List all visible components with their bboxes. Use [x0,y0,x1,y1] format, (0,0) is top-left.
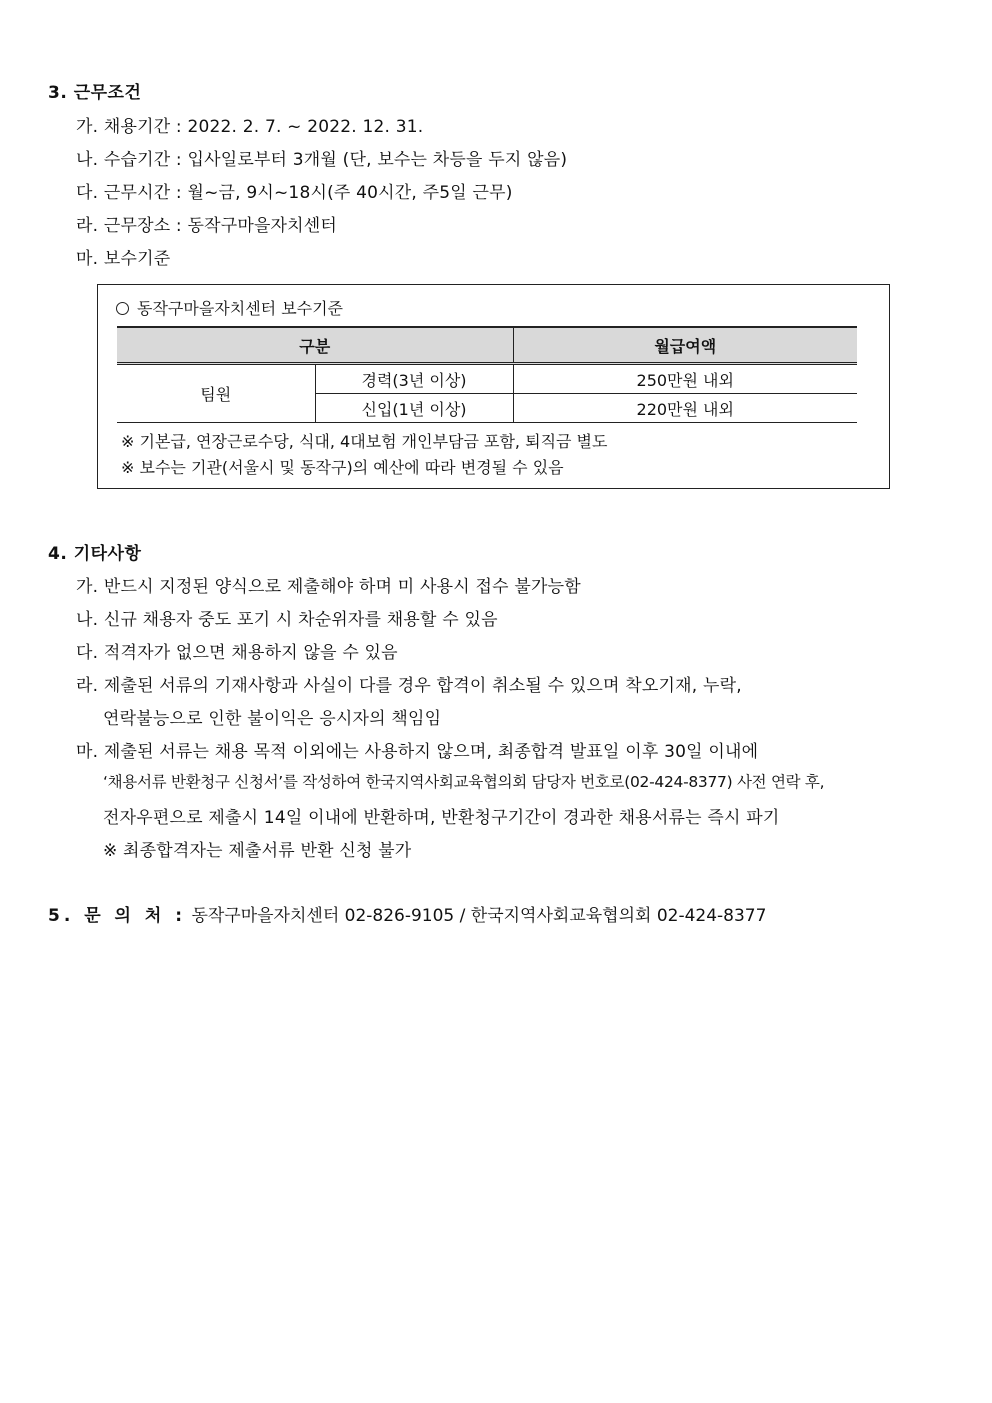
circle-bullet-icon [116,302,129,315]
section4-item-false-info-cont: 연락불능으로 인한 불이익은 응시자의 책임임 [103,709,442,729]
amount-cell: 220만원 내외 [513,394,857,423]
section4-item-documents: 마. 제출된 서류는 채용 목적 이외에는 사용하지 않으며, 최종합격 발표일 이후 30일 이내에 [76,742,759,762]
pay-standard-box [97,284,890,489]
section4-heading: 4. 기타사항 [48,544,142,564]
pay-table-header-row [117,327,857,364]
section4-item-false-info: 라. 제출된 서류의 기재사항과 사실이 다를 경우 합격이 취소될 수 있으며 착오기재, 누락, [76,676,742,696]
section4-item-form: 가. 반드시 지정된 양식으로 제출해야 하며 미 사용시 접수 불가능함 [76,577,581,597]
section3-item-period: 가. 채용기간 : 2022. 2. 7. ~ 2022. 12. 31. [76,117,424,137]
group-label-cell: 팀원 [117,364,315,423]
section3-item-pay: 마. 보수기준 [76,249,171,269]
pay-table [117,326,857,423]
contact-label: 5. 문 의 처 : [48,906,187,926]
section4-item-runner-up: 나. 신규 채용자 중도 포기 시 차순위자를 채용할 수 있음 [76,610,498,630]
section3-item-location: 라. 근무장소 : 동작구마을자치센터 [76,216,338,236]
header-category: 구분 [117,327,513,364]
pay-box-title-row [116,296,343,319]
table-row [117,364,857,394]
header-monthly-pay: 월급여액 [513,327,857,364]
section4-item-documents-cont2: 전자우편으로 제출시 14일 이내에 반환하며, 반환청구기간이 경과한 채용서류는 즉시 파기 [103,808,780,828]
section3-item-hours: 다. 근무시간 : 월~금, 9시~18시(주 40시간, 주5일 근무) [76,183,513,203]
section4-item-documents-note: ※ 최종합격자는 제출서류 반환 신청 불가 [103,841,412,861]
pay-note-1: ※ 기본급, 연장근로수당, 식대, 4대보험 개인부담금 포함, 퇴직금 별도 [121,432,608,451]
type-cell: 신입(1년 이상) [315,394,513,423]
section4-item-no-hire: 다. 적격자가 없으면 채용하지 않을 수 있음 [76,643,398,663]
type-cell: 경력(3년 이상) [315,364,513,394]
pay-note-2: ※ 보수는 기관(서울시 및 동작구)의 예산에 따라 변경될 수 있음 [121,458,564,477]
section3-item-probation: 나. 수습기간 : 입사일로부터 3개월 (단, 보수는 차등을 두지 않음) [76,150,568,170]
section4-item-documents-cont1: ‘채용서류 반환청구 신청서’를 작성하여 한국지역사회교육협의회 담당자 번호로(02-424-8377) 사전 연락 후, [103,773,825,791]
section3-heading: 3. 근무조건 [48,83,142,103]
contact-text: 동작구마을자치센터 02-826-9105 / 한국지역사회교육협의회 02-424-8377 [191,906,767,926]
contact-line [48,901,766,926]
amount-cell: 250만원 내외 [513,364,857,394]
pay-box-title: 동작구마을자치센터 보수기준 [137,299,344,318]
